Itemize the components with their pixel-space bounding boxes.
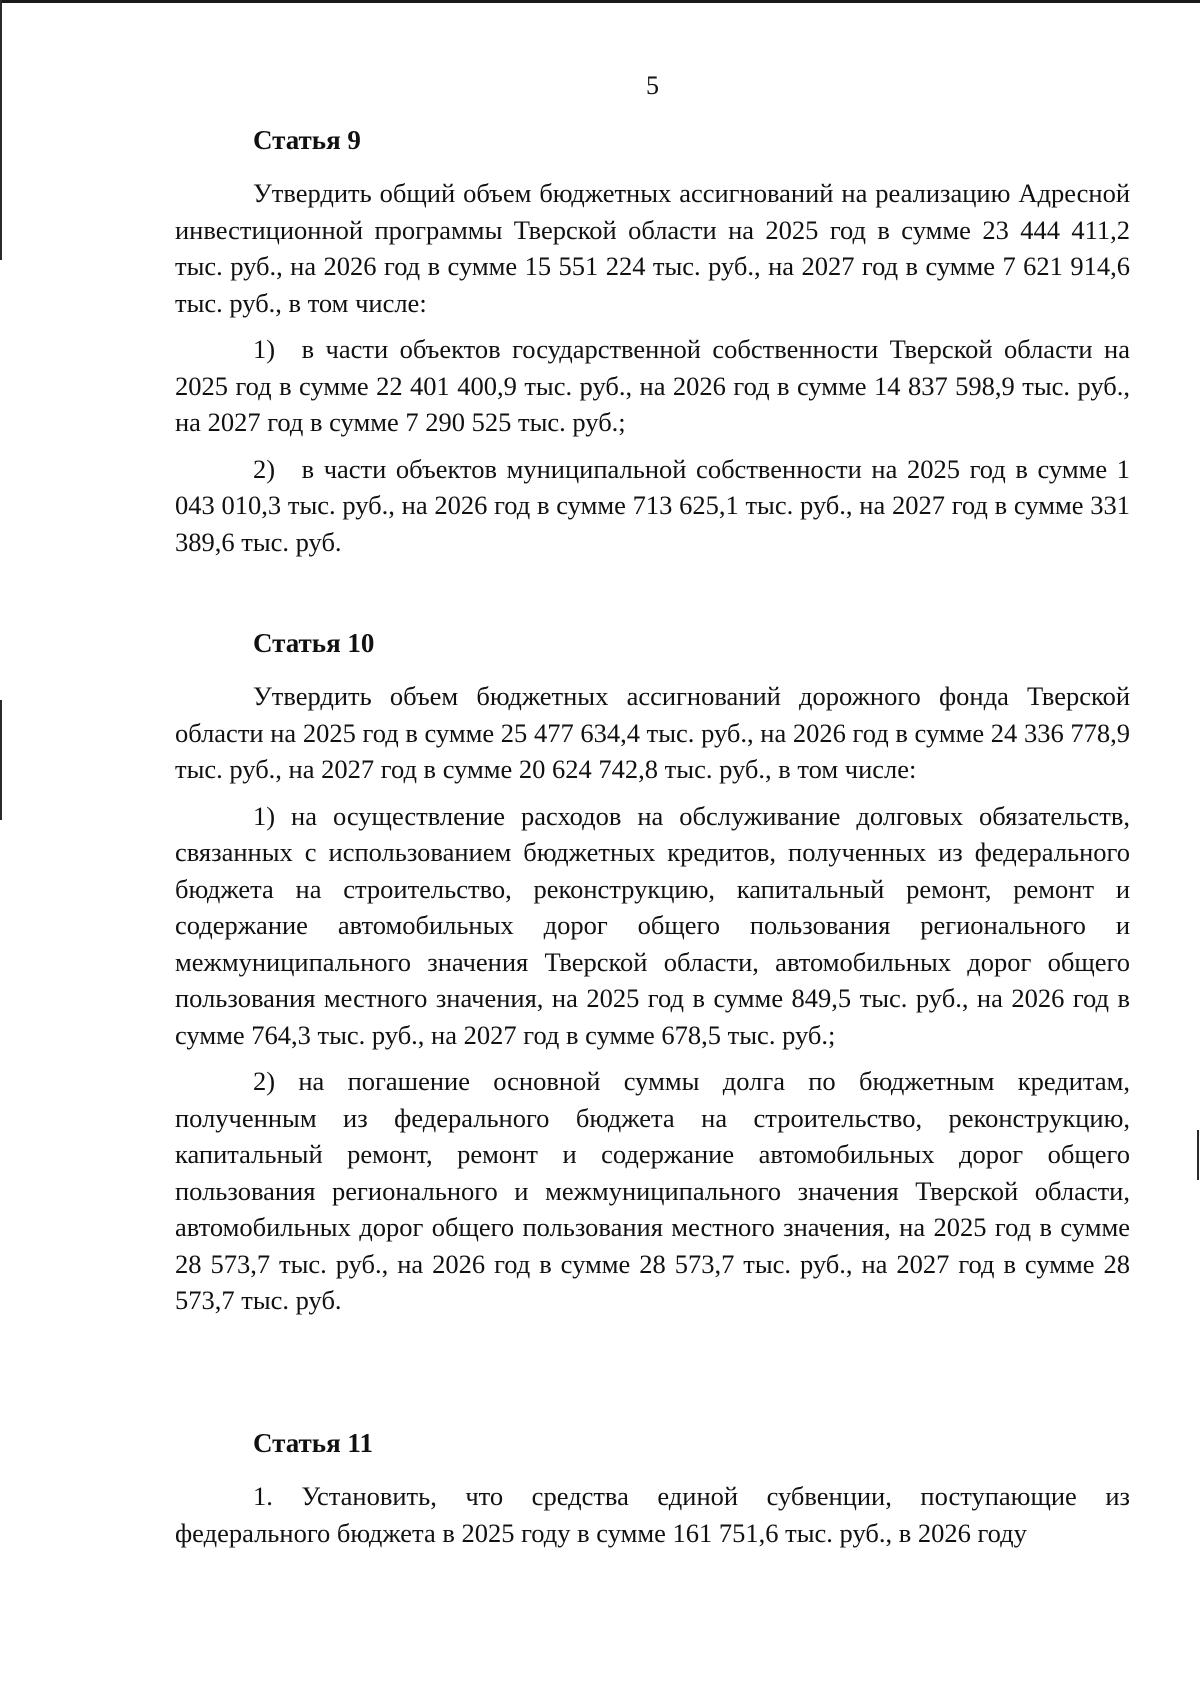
article-paragraph: 1) в части объектов государственной собственности Тверской области на 2025 год в сумме 22 401 400,9 тыс. руб., на 2026 год в сумме 14 837 598,9 тыс. руб., на 2027 год в сумме 7 290 525 тыс. руб.; (175, 334, 1130, 437)
article-title: Статья 10 (253, 628, 375, 658)
article-paragraph: Утвердить общий объем бюджетных ассигнований на реализацию Адресной инвестиционной программы Тверской области на 2025 год в сумме 23 444 411,2 тыс. руб., на 2026 год в сумме 15 551 224 тыс. руб., на 2027 год в сумме 7 621 914,6 тыс. руб., в том числе: (175, 178, 1130, 318)
document-page (175, 0, 1130, 1703)
article-11 (175, 1425, 1130, 1561)
article-paragraph: 1) на осуществление расходов на обслуживание долговых обязательств, связанных с использованием бюджетных кредитов, полученных из федерального бюджета на строительство, реконструкцию, капитальный ремонт, ремонт и содержание автомобильных дорог общего пользования регионального и межмуниципального значения Тверской области, автомобильных дорог общего пользования местного значения, на 2025 год в сумме 849,5 тыс. руб., на 2026 год в сумме 764,3 тыс. руб., на 2027 год в сумме 678,5 тыс. руб.; (175, 800, 1130, 1050)
page-number: 5 (646, 71, 659, 100)
scan-left-edge-mark-lower (0, 700, 2, 820)
article-10 (175, 625, 1130, 1329)
article-paragraph: 2) в части объектов муниципальной собственности на 2025 год в сумме 1 043 010,3 тыс. руб., на 2026 год в сумме 713 625,1 тыс. руб., на 2027 год в сумме 331 389,6 тыс. руб. (175, 453, 1130, 557)
article-title: Статья 11 (253, 1428, 373, 1458)
article-9 (175, 122, 1130, 570)
article-title: Статья 9 (253, 125, 361, 155)
scan-left-edge-mark (0, 0, 2, 260)
article-paragraph: 2) на погашение основной суммы долга по бюджетным кредитам, полученным из федерального бюджета на строительство, реконструкцию, капитальный ремонт, ремонт и содержание автомобильных дорог общего пользования регионального и межмуниципального значения Тверской области, автомобильных дорог общего пользования местного значения, на 2025 год в сумме 28 573,7 тыс. руб., на 2026 год в сумме 28 573,7 тыс. руб., на 2027 год в сумме 28 573,7 тыс. руб. (175, 1066, 1130, 1315)
article-paragraph: Утвердить объем бюджетных ассигнований дорожного фонда Тверской области на 2025 год в сумме 25 477 634,4 тыс. руб., на 2026 год в сумме 24 336 778,9 тыс. руб., на 2027 год в сумме 20 624 742,8 тыс. руб., в том числе: (175, 681, 1130, 784)
scan-right-edge-mark (1197, 1130, 1199, 1180)
article-paragraph: 1. Установить, что средства единой субвенции, поступающие из федерального бюджета в 2025 году в сумме 161 751,6 тыс. руб., в 2026 году (175, 1481, 1130, 1548)
